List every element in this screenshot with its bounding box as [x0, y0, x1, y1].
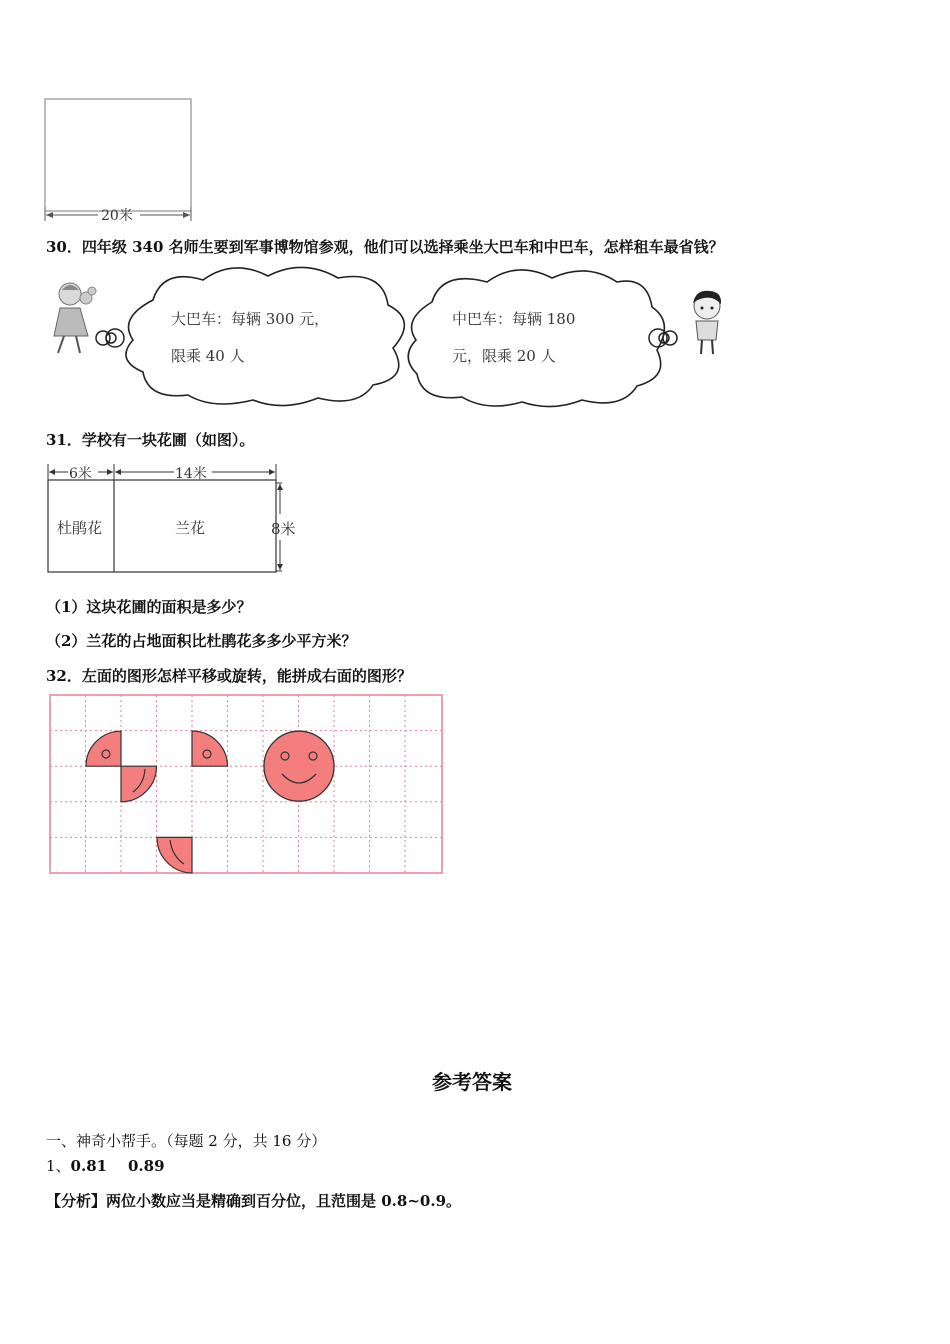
analysis-tag: 【分析】 [46, 1192, 107, 1210]
question-31-sub2: （2）兰花的占地面积比杜鹃花多多少平方米？ [46, 632, 357, 650]
answer-item-1-value: 0.81 0.89 [70, 1157, 165, 1175]
answer-item-1-analysis [46, 1190, 461, 1211]
answer-item-1-number: 1、 [46, 1157, 71, 1175]
cloud-medium-bus [402, 262, 682, 412]
square-width-label: 20米 [101, 208, 133, 224]
analysis-text: 两位小数应当是精确到百分位，且范围是 0.8~0.9。 [106, 1192, 462, 1210]
question-32: 32．左面的图形怎样平移或旋转，能拼成右面的图形？ [46, 667, 412, 685]
answers-title: 参考答案 [432, 1070, 512, 1094]
orchid-label: 兰花 [175, 519, 206, 537]
smiley-grid-figure [46, 692, 448, 878]
answer-item-1 [46, 1155, 165, 1176]
azalea-label: 杜鹃花 [57, 519, 103, 537]
right-width-label: 14米 [175, 466, 207, 482]
boy-illustration [682, 288, 732, 358]
large-bus-line2: 限乘 40 人 [171, 347, 245, 365]
question-31-sub1: （1）这块花圃的面积是多少？ [46, 598, 252, 616]
cloud-large-bus [93, 260, 418, 410]
answers-section1-heading: 一、神奇小帮手。（每题 2 分，共 16 分） [46, 1132, 327, 1150]
medium-bus-line2: 元，限乘 20 人 [452, 347, 556, 365]
height-label: 8米 [271, 520, 296, 538]
medium-bus-line1: 中巴车：每辆 180 [452, 310, 576, 328]
large-bus-line1: 大巴车：每辆 300 元， [171, 310, 330, 328]
question-31: 31．学校有一块花圃（如图）。 [46, 431, 255, 449]
left-width-label: 6米 [69, 466, 92, 482]
question-30: 30．四年级 340 名师生要到军事博物馆参观，他们可以选择乘坐大巴车和中巴车，怎样租车最省钱？ [46, 238, 724, 256]
